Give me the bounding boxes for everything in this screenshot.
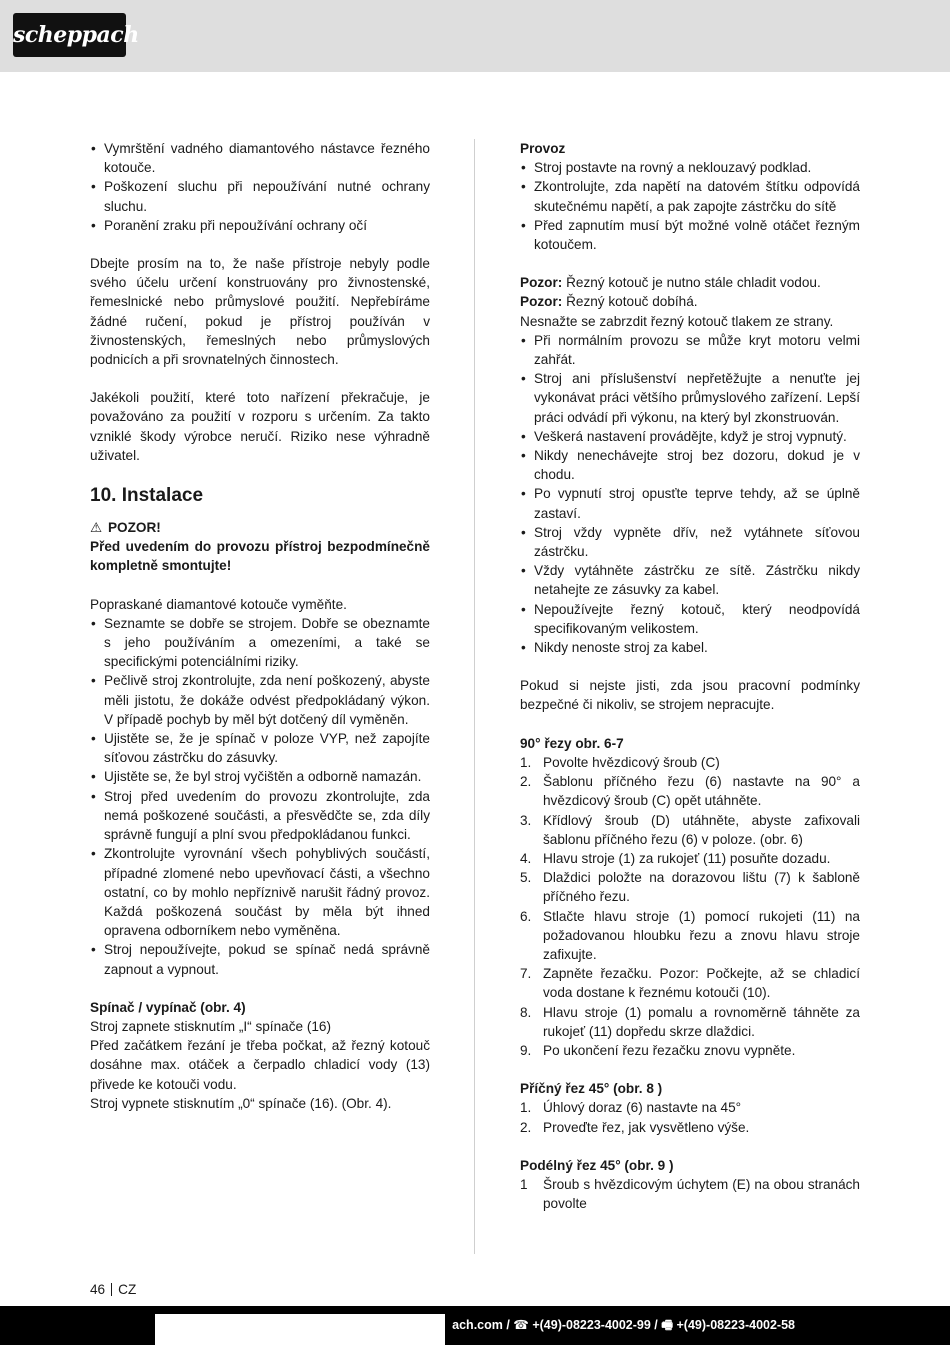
hazard-list xyxy=(90,139,430,235)
list-item: • Vymrštění vadného diamantového nástavce řezného kotouče. xyxy=(90,139,430,177)
footer-redaction xyxy=(155,1314,445,1345)
step-item: 1. Povolte hvězdicový šroub (C) xyxy=(520,754,720,770)
footer-contact: ach.com / ☎ +(49)-08223-4002-99 / 🖷 +(49)-08223-4002-58 xyxy=(452,1318,795,1332)
misuse-paragraph: Jakékoli použití, které toto nařízení překračuje, je považováno za použití v rozporu s určením. Za takto vzniklé škody výrobce neručí. Riziko nese výhradně uživatel. xyxy=(90,390,430,463)
step-item: 5. Dlaždici položte na dorazovou lištu (7) k šabloně příčného řezu. xyxy=(520,870,860,905)
section-heading xyxy=(90,484,430,508)
list-item: • Stroj ani příslušenství nepřetěžujte a nenuťte jej vykonávat práci většího průmyslového zařízení. Lepší práci odvádí při výkonu, na který byl zkonstruován. xyxy=(520,369,860,427)
list-item: • Nikdy nenoste stroj za kabel. xyxy=(520,638,860,657)
unsure-note: Pokud si nejste jisti, zda jsou pracovní podmínky bezpečné či nikoliv, se strojem nepracujte. xyxy=(520,678,860,713)
step-item: 2. Proveďte řez, jak vysvětleno výše. xyxy=(520,1119,750,1135)
column-divider xyxy=(474,139,475,1254)
list-item: • Veškerá nastavení provádějte, když je stroj vypnutý. xyxy=(520,427,860,446)
step-item: 3. Křídlový šroub (D) utáhněte, abyste zafixovali šablonu příčného řezu (6) v poloze. (obr. 6) xyxy=(520,812,860,847)
list-item: • Nepoužívejte řezný kotouč, který neodpovídá specifikovaným velikostem. xyxy=(520,600,860,638)
right-column xyxy=(520,139,860,1213)
caution-label: Pozor: xyxy=(520,294,563,310)
cross-45-steps xyxy=(520,1098,860,1136)
list-item: • Stroj před uvedením do provozu zkontrolujte, zda nemá poškozené součásti, a přesvědčte se, zda díly správně fungují a plní svou předpokládanou funkci. xyxy=(90,787,430,845)
list-item: • Nikdy nenechávejte stroj bez dozoru, dokud je v chodu. xyxy=(520,446,860,484)
list-item: • Po vypnutí stroj opusťte teprve tehdy, až se úplně zastaví. xyxy=(520,484,860,522)
list-item: • Ujistěte se, že byl stroj vyčištěn a odborně namazán. xyxy=(90,767,430,786)
operation-list xyxy=(520,158,860,254)
safety-list xyxy=(520,331,860,657)
language-code: CZ xyxy=(118,1282,137,1297)
step-item: 6. Stlačte hlavu stroje (1) pomocí rukojeti (11) na požadovanou hloubku řezu a znovu hlavu stroje zafixujte. xyxy=(520,908,860,962)
operation-heading: Provoz xyxy=(520,141,566,156)
warning-label: POZOR! xyxy=(107,520,161,536)
caution-label: Pozor: xyxy=(520,275,563,291)
section-number: 10. xyxy=(90,485,117,507)
switch-line: Stroj vypnete stisknutím „0“ spínače (16). (Obr. 4). xyxy=(90,1095,392,1111)
list-item: • Stroj postavte na rovný a neklouzavý podklad. xyxy=(520,158,860,177)
page-number-value: 46 xyxy=(90,1282,106,1297)
brand-logo: scheppach xyxy=(13,13,126,57)
section-title: Instalace xyxy=(121,485,204,507)
footer-bar xyxy=(0,1306,950,1345)
caution-text: Řezný kotouč dobíhá. xyxy=(562,294,698,310)
step-item: 2. Šablonu příčného řezu (6) nastavte na 90° a hvězdicový šroub (C) opět utáhněte. xyxy=(520,774,860,809)
list-item: • Stroj vždy vypněte dřív, než vytáhnete síťovou zástrčku. xyxy=(520,523,860,561)
list-item: • Zkontrolujte, zda napětí na datovém štítku odpovídá skutečnému napětí, a pak zapojte zástrčku do sítě xyxy=(520,177,860,215)
list-item: • Před zapnutím musí být možné volně otáčet řezným kotoučem. xyxy=(520,216,860,254)
list-item: • Poškození sluchu při nepoužívání nutné ochrany sluchu. xyxy=(90,177,430,215)
switch-line: Před začátkem řezání je třeba počkat, až řezný kotouč dosáhne max. otáček a čerpadlo chladicí vody (13) přivede ke kotouči vodu. xyxy=(90,1038,430,1092)
caution-text: Řezný kotouč je nutno stále chladit vodou. xyxy=(562,275,821,291)
long-45-heading: Podélný řez 45° (obr. 9 ) xyxy=(520,1157,674,1173)
step-item: 9. Po ukončení řezu řezačku znovu vypněte. xyxy=(520,1042,796,1058)
list-item: • Při normálním provozu se může kryt motoru velmi zahřát. xyxy=(520,331,860,369)
switch-heading: Spínač / vypínač (obr. 4) xyxy=(90,999,246,1015)
step-item: 8. Hlavu stroje (1) pomalu a rovnoměrně táhněte za rukojeť (11) dopředu skrze dlaždici. xyxy=(520,1004,860,1039)
list-item: • Ujistěte se, že je spínač v poloze VYP, než zapojíte síťovou zástrčku do zásuvky. xyxy=(90,729,430,767)
list-item: • Vždy vytáhněte zástrčku ze sítě. Zástrčku nikdy netahejte ze zásuvky za kabel. xyxy=(520,561,860,599)
switch-line: Stroj zapnete stisknutím „I“ spínače (16) xyxy=(90,1018,332,1034)
list-item: • Seznamte se dobře se strojem. Dobře se obeznamte s jeho používáním a omezeními, a také se specifickými potenciálními riziky. xyxy=(90,614,430,672)
list-item: • Pečlivě stroj zkontrolujte, zda není poškozený, abyste měli jistotu, že dokáže odvést předpokládaný výkon. V případě pochyb by měl být dotčený díl vyměněn. xyxy=(90,671,430,729)
intended-use-paragraph: Dbejte prosím na to, že naše přístroje nebyly podle svého účelu určení konstruovány pro živnostenské, řemeslnické nebo průmyslové použití. Nepřebíráme žádné ručení, pokud je přístroj používán v živnostenských, řemeslných nebo průmyslových podnicích a při srovnatelných činnostech. xyxy=(90,256,430,368)
step-item: 1 Šroub s hvězdicovým úchytem (E) na obou stranách povolte xyxy=(520,1176,860,1212)
list-item: • Poranění zraku při nepoužívání ochrany očí xyxy=(90,216,430,235)
brake-note: Nesnažte se zabrzdit řezný kotouč tlakem ze strany. xyxy=(520,313,834,329)
warning-heading xyxy=(90,518,430,537)
cuts-90-heading: 90° řezy obr. 6-7 xyxy=(520,735,624,751)
step-item: 1. Úhlový doraz (6) nastavte na 45° xyxy=(520,1100,742,1116)
caution-line xyxy=(520,273,860,292)
caution-line xyxy=(520,292,860,311)
page-number xyxy=(90,1280,136,1299)
cracked-disc-note: Popraskané diamantové kotouče vyměňte. xyxy=(90,596,347,612)
header-bar xyxy=(0,0,950,72)
long-45-steps xyxy=(520,1175,860,1213)
step-item: 7. Zapněte řezačku. Pozor: Počkejte, až se chladicí voda dostane k řeznému kotouči (10). xyxy=(520,966,860,1001)
left-column xyxy=(90,139,430,1113)
warning-text: Před uvedením do provozu přístroj bezpodmínečně kompletně smontujte! xyxy=(90,539,430,574)
setup-checklist xyxy=(90,614,430,979)
list-item: • Zkontrolujte vyrovnání všech pohyblivých součástí, případné zlomené nebo upevňovací části, a všechno ostatní, co by mohlo nepříznivě narušit řádný provoz. Každá poškozená součást by měla být ihned opravena odborníkem nebo vyměněna. xyxy=(90,844,430,940)
cuts-90-steps xyxy=(520,753,860,1060)
warning-icon: ⚠ xyxy=(90,520,103,536)
list-item: • Stroj nepoužívejte, pokud se spínač nedá správně zapnout a vypnout. xyxy=(90,940,430,978)
step-item: 4. Hlavu stroje (1) za rukojeť (11) posuňte dozadu. xyxy=(520,850,831,866)
cross-45-heading: Příčný řez 45° (obr. 8 ) xyxy=(520,1081,663,1097)
